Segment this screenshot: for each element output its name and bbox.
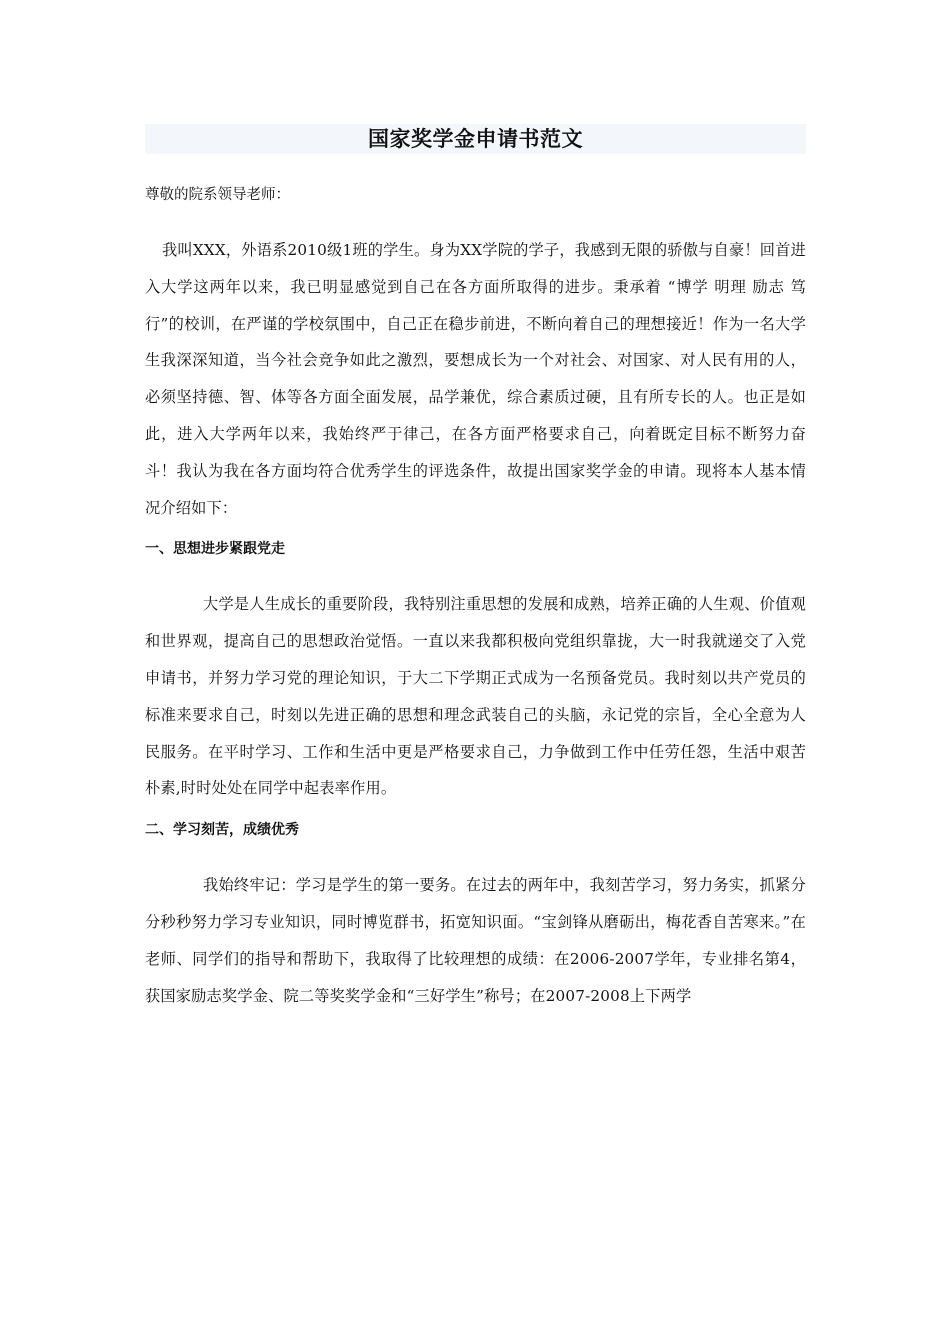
- ideology-paragraph: 大学是人生成长的重要阶段，我特别注重思想的发展和成熟，培养正确的人生观、价值观和世界观，提高自己的思想政治觉悟。一直以来我都积极向党组织靠拢，大一时我就递交了入党申请书，并努力学习党的理论知识，于大二下学期正式成为一名预备党员。我时刻以共产党员的标准来要求自己，时刻以先进正确的思想和理念武装自己的头脑，永记党的宗旨，全心全意为人民服务。在平时学习、工作和生活中更是严格要求自己，力争做到工作中任劳任怨，生活中艰苦朴素,时时处处在同学中起表率作用。: [145, 595, 806, 798]
- section-heading-ideology: 一、思想进步紧跟党走: [145, 541, 285, 558]
- section-heading-study: 二、学习刻苦，成绩优秀: [145, 822, 299, 839]
- study-paragraph: 我始终牢记：学习是学生的第一要务。在过去的两年中，我刻苦学习，努力务实，抓紧分分秒秒努力学习专业知识，同时博览群书，拓宽知识面。“宝剑锋从磨砺出，梅花香自苦寒来。”在老师、同学们的指导和帮助下，我取得了比较理想的成绩：在2006-2007学年，专业排名第4，获国家励志奖学金、院二等奖奖学金和“三好学生”称号；在2007-2008上下两学: [145, 876, 806, 1005]
- document-title: 国家奖学金申请书范文: [368, 126, 583, 151]
- title-band: [145, 124, 806, 154]
- document-page: [145, 124, 806, 1014]
- salutation: 尊敬的院系领导老师：: [145, 187, 290, 203]
- intro-paragraph: 我叫XXX，外语系2010级1班的学生。身为XX学院的学子，我感到无限的骄傲与自豪！回首进入大学这两年以来，我已明显感觉到自己在各方面所取得的进步。秉承着 “博学 明理 励志 笃行”的校训，在严谨的学校氛围中，自己正在稳步前进，不断向着自己的理想接近！作为一名大学生我深深知道，当今社会竞争如此之激烈，要想成长为一个对社会、对国家、对人民有用的人，必须坚持德、智、体等各方面全面发展，品学兼优，综合素质过硬，且有所专长的人。也正是如此，进入大学两年以来，我始终严于律己，在各方面严格要求自己，向着既定目标不断努力奋斗！我认为我在各方面均符合优秀学生的评选条件，故提出国家奖学金的申请。现将本人基本情况介绍如下：: [145, 241, 806, 517]
